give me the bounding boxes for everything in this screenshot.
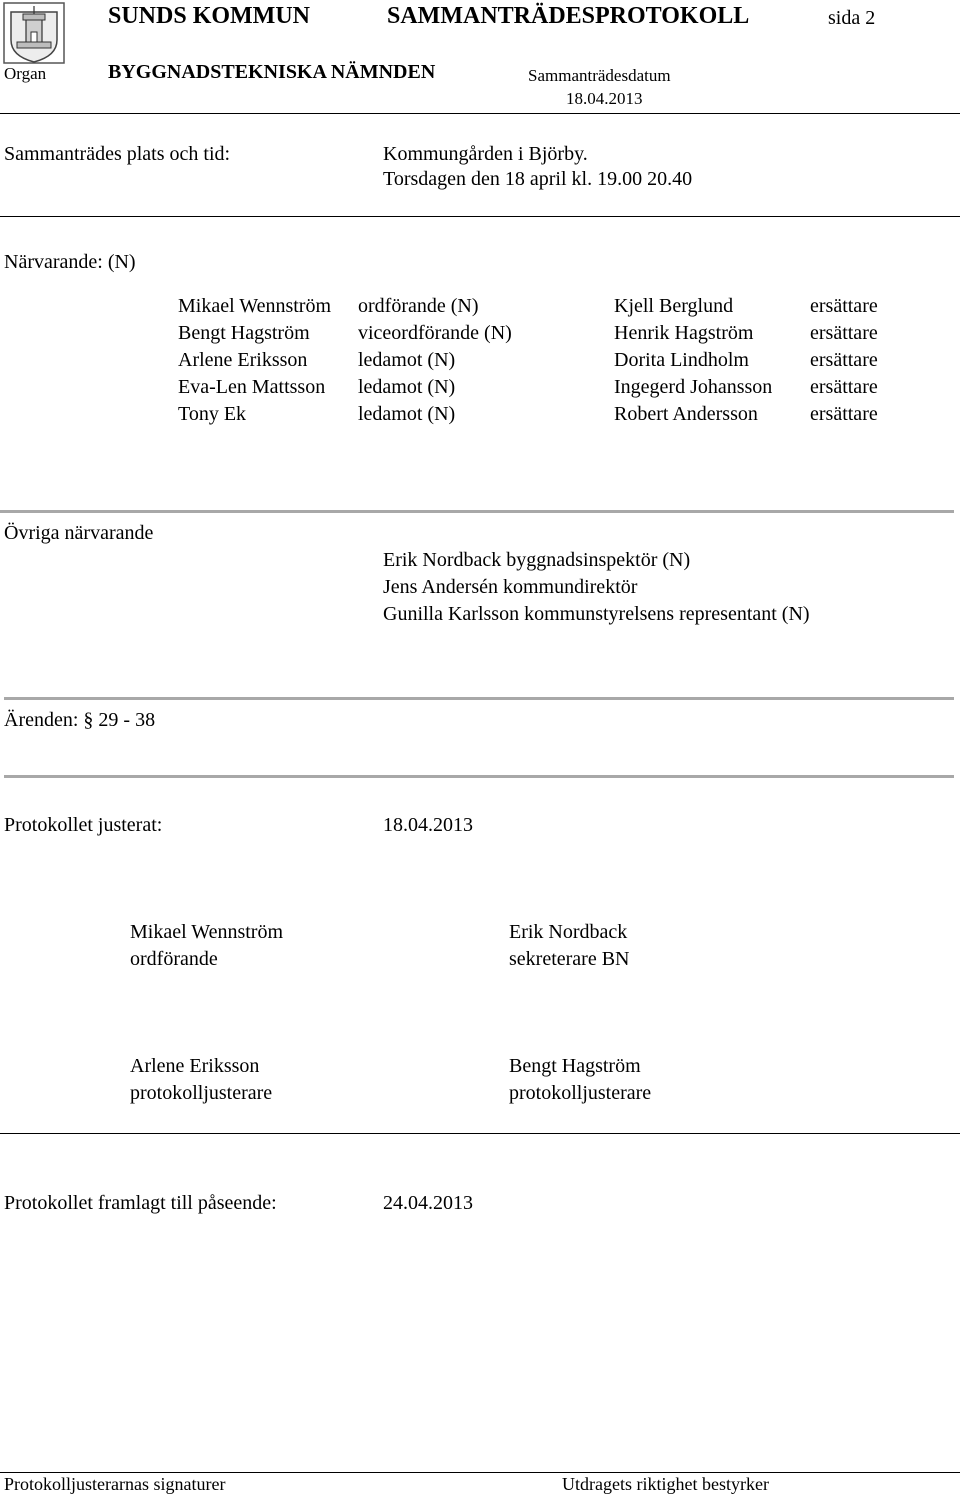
member-row — [178, 374, 878, 401]
substitute-name: Dorita Lindholm — [614, 349, 749, 371]
meeting-place: Kommungården i Björby. — [383, 143, 588, 165]
substitute-role: ersättare — [810, 349, 878, 371]
signature-role: ordförande — [130, 948, 218, 970]
present-label: Närvarande: (N) — [4, 251, 136, 273]
meeting-divider — [0, 216, 960, 217]
members-table — [178, 293, 878, 428]
meeting-place-label: Sammanträdes plats och tid: — [4, 143, 231, 165]
posted-date: 24.04.2013 — [383, 1192, 473, 1214]
member-role: ordförande (N) — [358, 295, 479, 317]
signature-name: Arlene Eriksson — [130, 1055, 260, 1077]
other-attendee: Gunilla Karlsson kommunstyrelsens representant (N) — [383, 603, 810, 625]
document-type-title: SAMMANTRÄDESPROTOKOLL — [387, 3, 750, 29]
footer-right-text: Utdragets riktighet bestyrker — [562, 1474, 769, 1494]
substitute-role: ersättare — [810, 403, 878, 425]
member-name: Bengt Hagström — [178, 322, 310, 344]
member-name: Mikael Wennström — [178, 295, 331, 317]
substitute-role: ersättare — [810, 295, 878, 317]
matters-divider — [4, 697, 954, 700]
matters-line — [4, 709, 155, 732]
paragraph-sign-icon: § — [83, 709, 94, 731]
approval-divider — [4, 775, 954, 778]
other-attendee: Jens Andersén kommundirektör — [383, 576, 638, 598]
member-role: viceordförande (N) — [358, 322, 512, 344]
organ-label: Organ — [4, 64, 47, 83]
page-number: sida 2 — [828, 7, 876, 29]
signature-role: protokolljusterare — [130, 1082, 273, 1104]
signature-name: Mikael Wennström — [130, 921, 283, 943]
substitute-role: ersättare — [810, 376, 878, 398]
signatures-divider — [0, 1133, 960, 1134]
signature-name: Erik Nordback — [509, 921, 628, 943]
footer-left-text: Protokolljusterarnas signaturer — [4, 1474, 226, 1494]
meeting-time: Torsdagen den 18 april kl. 19.00 20.40 — [383, 168, 693, 190]
member-name: Eva-Len Mattsson — [178, 376, 326, 398]
others-label: Övriga närvarande — [4, 522, 154, 544]
member-name: Tony Ek — [178, 403, 247, 425]
others-divider — [0, 510, 954, 513]
posted-label: Protokollet framlagt till påseende: — [4, 1192, 277, 1214]
other-attendee: Erik Nordback byggnadsinspektör (N) — [383, 549, 691, 571]
header-divider — [0, 113, 960, 114]
municipality-coat-of-arms-logo — [3, 2, 65, 64]
substitute-name: Kjell Berglund — [614, 295, 734, 317]
member-role: ledamot (N) — [358, 349, 456, 371]
substitute-name: Ingegerd Johansson — [614, 376, 773, 398]
municipality-name: SUNDS KOMMUN — [108, 3, 310, 29]
member-row — [178, 293, 878, 320]
substitute-name: Robert Andersson — [614, 403, 758, 425]
member-row — [178, 347, 878, 374]
substitute-role: ersättare — [810, 322, 878, 344]
member-row — [178, 320, 878, 347]
meeting-date-label: Sammanträdesdatum — [528, 66, 671, 85]
matters-label: Ärenden: — [4, 709, 79, 731]
signature-role: protokolljusterare — [509, 1082, 652, 1104]
approved-label: Protokollet justerat: — [4, 814, 163, 836]
matters-range: 29 - 38 — [98, 709, 156, 731]
organ-name: BYGGNADSTEKNISKA NÄMNDEN — [108, 61, 436, 83]
meeting-date: 18.04.2013 — [566, 89, 643, 108]
approved-date: 18.04.2013 — [383, 814, 473, 836]
signature-name: Bengt Hagström — [509, 1055, 641, 1077]
footer-divider — [0, 1472, 960, 1473]
signature-role: sekreterare BN — [509, 948, 630, 970]
member-name: Arlene Eriksson — [178, 349, 308, 371]
substitute-name: Henrik Hagström — [614, 322, 754, 344]
member-row — [178, 401, 878, 428]
member-role: ledamot (N) — [358, 403, 456, 425]
member-role: ledamot (N) — [358, 376, 456, 398]
